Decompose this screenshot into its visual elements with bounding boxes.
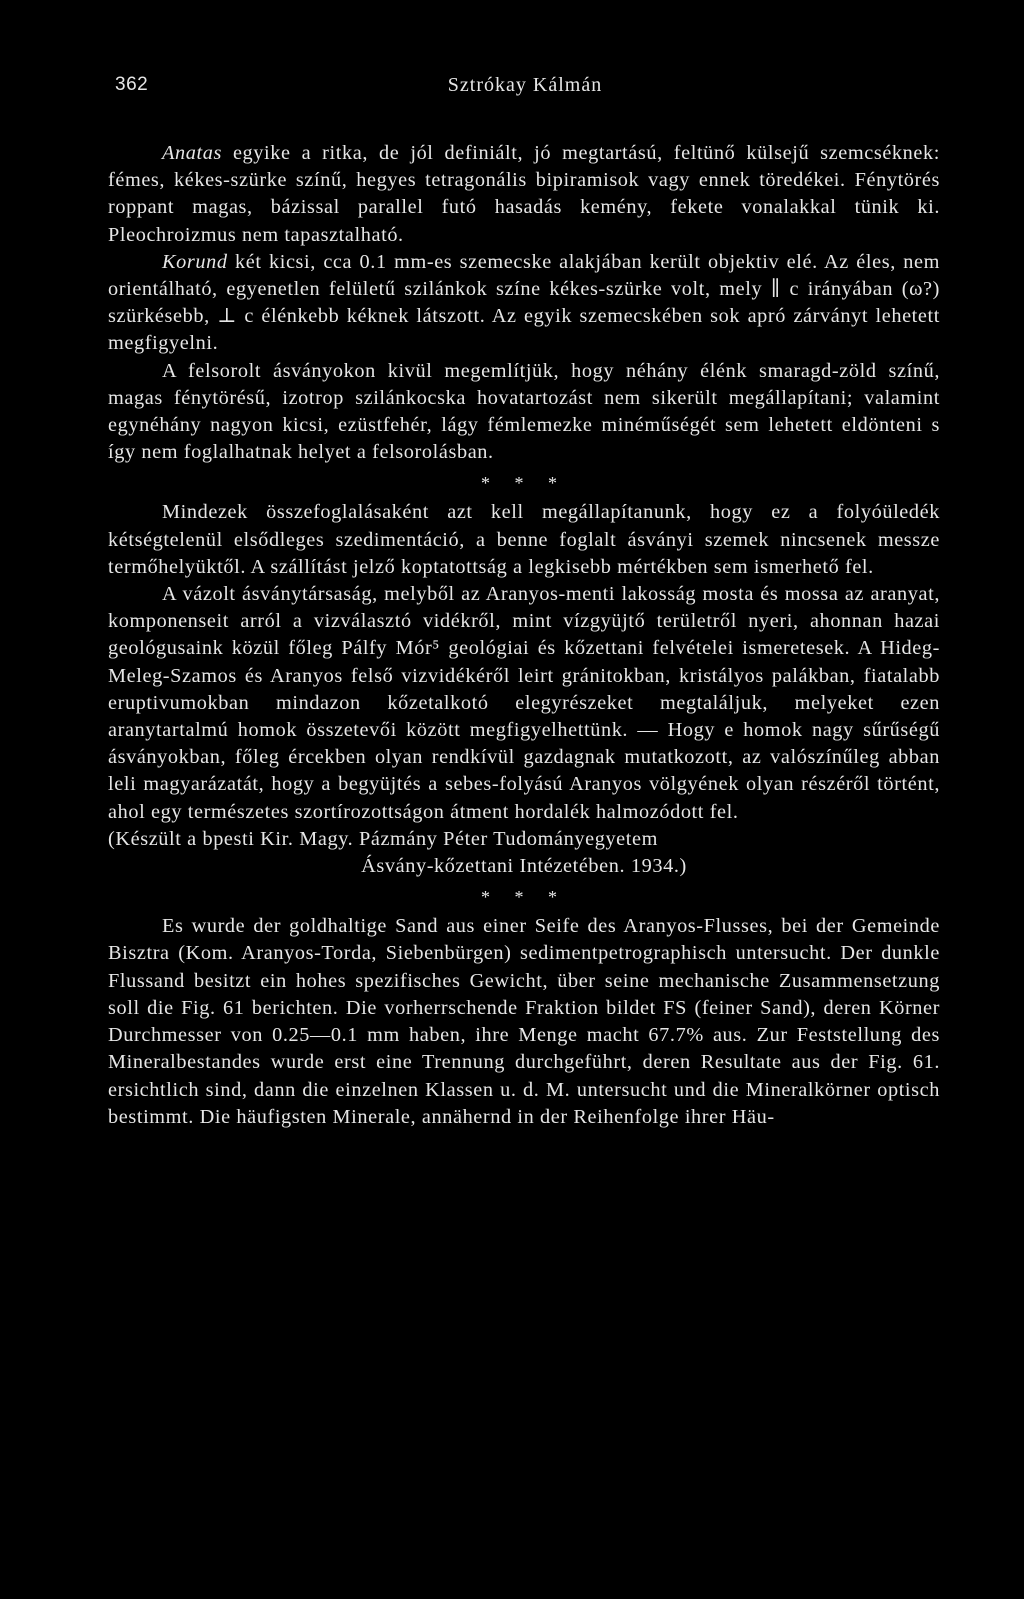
paragraph-korund (108, 249, 940, 358)
mineral-name-korund: Korund (162, 250, 228, 273)
page-header (115, 74, 935, 104)
page-number: 362 (115, 74, 149, 95)
imprint-line-2: Ásvány-kőzettani Intézetében. 1934.) (361, 855, 687, 878)
section-separator: * * * (481, 473, 567, 494)
section-separator-2: * * * (481, 887, 567, 908)
paragraph-korund-text: két kicsi, cca 0.1 mm-es szemecske alakjában került objektiv elé. Az éles, nem orientálható, egyenetlen felületű szilánkok színe kékes-szürke volt, mely ∥ c irányában (ω?) szürkésebb, ⊥ c élénkebb kéknek látszott. Az egyik szemecskében sok apró zárványt lehetett megfigyelni. (108, 250, 940, 355)
paragraph-vazolt: A vázolt ásványtársaság, melyből az Aranyos-menti lakosság mosta és mossa az aranyat, komponenseit arról a vizválasztó vidékről, mint vízgyüjtő területről nyeri, ahonnan hazai geológusaink közül főleg Pálfy Mór⁵ geológiai és kőzettani felvételei ismeretesek. A Hideg-Meleg-Szamos és Aranyos felső vizvidékéről leirt gránitokban, kristályos palákban, fiatalabb eruptivumokban mindazon kőzetalkotó elegyrészeket megtaláljuk, melyeket ezen aranytartalmú homok összetevői között megfigyelhettünk. — Hogy e homok nagy sűrűségű ásványokban, főleg ércekben olyan rendkívül gazdagnak mutatkozott, az valószínűleg abban leli magyarázatát, hogy a begyüjtés a sebes-folyású Aranyos völgyének olyan részéről történt, ahol egy természetes szortírozottságon átment hordalék halmozódott fel. (108, 583, 940, 823)
paragraph-mindezek: Mindezek összefoglalásaként azt kell megállapítanunk, hogy ez a folyóüledék kétségtelenül elsődleges szedimentáció, a benne foglalt ásványi szemek nincsenek messze termőhelyüktől. A szállítást jelző koptatottság a legkisebb mértékben sem ismerhető fel. (108, 501, 940, 578)
paragraph-german-summary: Es wurde der goldhaltige Sand aus einer Seife des Aranyos-Flusses, bei der Gemeinde Bisztra (Kom. Aranyos-Torda, Siebenbürgen) sedimentpetrographisch untersucht. Der dunkle Flussand besitzt ein hohes spezifisches Gewicht, über seine mechanische Zusammensetzung soll die Fig. 61 berichten. Die vorherrschende Fraktion bildet FS (feiner Sand), deren Körner Durchmesser von 0.25—0.1 mm haben, ihre Menge macht 67.7% aus. Zur Feststellung des Mineralbestandes wurde erst eine Trennung durchgeführt, deren Resultate aus der Fig. 61. ersichtlich sind, dann die einzelnen Klassen u. d. M. untersucht und die Mineralkörner optisch bestimmt. Die häufigsten Minerale, annähernd in der Reihenfolge ihrer Häu- (108, 915, 940, 1128)
paragraph-felsorolt: A felsorolt ásványokon kivül megemlítjük, hogy néhány élénk smaragd-zöld színű, magas fénytörésű, izotrop szilánkocska hovatartozást nem sikerült megállapítani; valamint egynéhány nagyon kicsi, ezüstfehér, lágy fémlemezke minéműségét sem lehetett eldönteni s így nem foglalhatnak helyet a felsorolásban. (108, 359, 940, 464)
paragraph-anatas-text: egyike a ritka, de jól definiált, jó megtartású, feltünő külsejű szemcséknek: fémes, kékes-szürke színű, hegyes tetragonális bipiramisok vagy ennek töredékei. Fénytörés roppant magas, bázissal parallel futó hasadás kemény, fekete vonalakkal tünik ki. Pleochroizmus nem tapasztalható. (108, 142, 940, 246)
mineral-name-anatas: Anatas (162, 142, 222, 164)
running-head: Sztrókay Kálmán (447, 74, 603, 96)
body-text (108, 140, 940, 1131)
imprint-line-1: (Készült a bpesti Kir. Magy. Pázmány Péter Tudományegyetem (108, 827, 658, 850)
paragraph-anatas (108, 140, 940, 249)
